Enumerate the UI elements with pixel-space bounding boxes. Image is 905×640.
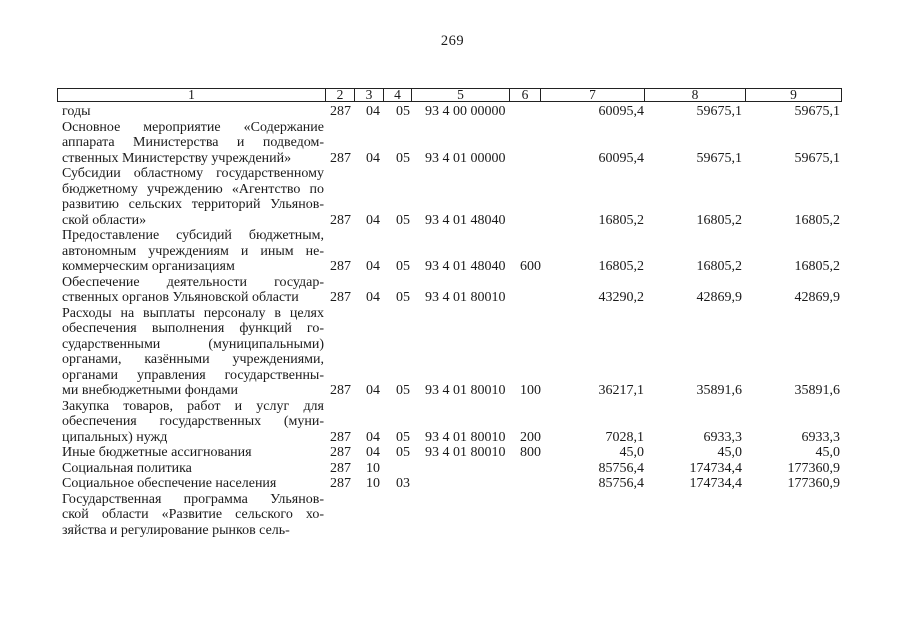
cell-col-8: 45,0 [717, 445, 742, 460]
cell-col-8: 174734,4 [689, 460, 742, 476]
cell-col-3: 04 [366, 212, 380, 228]
row-label-line: годы [62, 104, 91, 119]
row-label-line: Иные бюджетные ассигнования [62, 445, 252, 460]
cell-col-9: 16805,2 [794, 212, 840, 228]
cell-col-8: 6933,3 [703, 429, 742, 445]
cell-col-7: 16805,2 [598, 212, 644, 228]
cell-col-2: 287 [330, 150, 351, 166]
cell-col-4: 05 [396, 445, 410, 460]
cell-col-7: 16805,2 [598, 259, 644, 274]
cell-col-4: 05 [396, 212, 410, 228]
page-number: 269 [440, 33, 465, 49]
cell-col-9: 177360,9 [787, 476, 840, 491]
cell-col-3: 10 [366, 476, 380, 491]
table-row [62, 228, 842, 275]
header-col-1: 1 [58, 89, 326, 101]
cell-col-8: 42869,9 [696, 290, 742, 305]
header-col-9: 9 [790, 89, 797, 101]
cell-col-5: 93 4 01 48040 [425, 259, 506, 274]
row-label-line: Субсидии областному государственному [62, 166, 324, 181]
cell-col-2: 287 [330, 212, 351, 228]
row-label-line: Государственная программа Ульянов- [62, 491, 324, 507]
table-row [62, 476, 842, 492]
table-row [62, 399, 842, 446]
row-label-line: ственных Министерству учреждений» [62, 150, 292, 166]
header-col-8: 8 [645, 89, 746, 101]
table-header [57, 88, 842, 102]
cell-col-4: 05 [396, 290, 410, 305]
row-label-line: автономным учреждениям и иным не- [62, 243, 324, 259]
row-label-line: Основное мероприятие «Содержание [62, 119, 324, 135]
row-label-line: Социальное обеспечение населения [62, 476, 277, 491]
cell-col-8: 35891,6 [696, 383, 742, 398]
cell-col-3: 04 [366, 383, 380, 398]
header-col-4: 4 [384, 89, 412, 101]
cell-col-5: 93 4 01 80010 [425, 429, 506, 445]
table-row [62, 445, 842, 461]
cell-col-2: 287 [330, 445, 351, 460]
cell-col-2: 287 [330, 476, 351, 491]
cell-col-3: 04 [366, 429, 380, 445]
cell-col-9: 177360,9 [787, 460, 840, 476]
row-label-line: ми внебюджетными фондами [62, 383, 238, 398]
cell-col-4: 05 [396, 259, 410, 274]
cell-col-4: 05 [396, 429, 410, 445]
cell-col-2: 287 [330, 290, 351, 305]
cell-col-7: 36217,1 [598, 383, 644, 398]
cell-col-8: 174734,4 [689, 476, 742, 491]
cell-col-6: 100 [520, 383, 541, 398]
cell-col-8: 16805,2 [696, 212, 742, 228]
cell-col-7: 7028,1 [605, 429, 644, 445]
row-label-line: развитию сельских территорий Ульянов- [62, 197, 324, 212]
header-col-2: 2 [326, 89, 355, 101]
header-col-7: 7 [541, 89, 645, 101]
cell-col-9: 35891,6 [794, 383, 840, 398]
cell-col-7: 60095,4 [598, 104, 644, 119]
cell-col-5: 93 4 01 00000 [425, 150, 506, 166]
row-label-line: органами управления государственны- [62, 367, 324, 383]
cell-col-9: 59675,1 [794, 150, 840, 166]
row-label-line: Расходы на выплаты персоналу в целях [62, 305, 324, 321]
table-body [62, 104, 842, 538]
cell-col-4: 05 [396, 150, 410, 166]
row-label-line: зяйства и регулирование рынков сель- [62, 522, 290, 538]
row-label-line: ципальных) нужд [62, 429, 168, 445]
cell-col-2: 287 [330, 460, 351, 476]
cell-col-3: 04 [366, 104, 380, 119]
cell-col-5: 93 4 01 80010 [425, 383, 506, 398]
row-label-line: Социальная политика [62, 460, 192, 476]
header-col-3: 3 [355, 89, 384, 101]
cell-col-5: 93 4 01 48040 [425, 212, 506, 228]
row-label-line: ской области» [62, 212, 147, 228]
cell-col-3: 04 [366, 259, 380, 274]
cell-col-2: 287 [330, 259, 351, 274]
row-label-line: ской области «Развитие сельского хо- [62, 507, 324, 522]
row-label-line: Закупка товаров, работ и услуг для [62, 398, 324, 414]
cell-col-9: 59675,1 [794, 104, 840, 119]
cell-col-2: 287 [330, 104, 351, 119]
cell-col-2: 287 [330, 383, 351, 398]
cell-col-3: 04 [366, 290, 380, 305]
cell-col-5: 93 4 00 00000 [425, 104, 506, 119]
cell-col-8: 59675,1 [696, 104, 742, 119]
row-label-line: Предоставление субсидий бюджетным, [62, 228, 324, 243]
cell-col-9: 42869,9 [794, 290, 840, 305]
cell-col-5: 93 4 01 80010 [425, 290, 506, 305]
cell-col-7: 85756,4 [598, 460, 644, 476]
row-label-line: обеспечения государственных (муни- [62, 414, 324, 429]
row-label-line: аппарата Министерства и подведом- [62, 135, 324, 150]
row-label-line: ственных органов Ульяновской области [62, 290, 299, 305]
cell-col-3: 04 [366, 150, 380, 166]
cell-col-9: 16805,2 [794, 259, 840, 274]
cell-col-7: 85756,4 [598, 476, 644, 491]
cell-col-8: 16805,2 [696, 259, 742, 274]
cell-col-8: 59675,1 [696, 150, 742, 166]
cell-col-4: 03 [396, 476, 410, 491]
table-row [62, 166, 842, 228]
row-label-line: обеспечения выполнения функций го- [62, 321, 324, 336]
cell-col-7: 43290,2 [598, 290, 644, 305]
cell-col-9: 6933,3 [801, 429, 840, 445]
table-row [62, 275, 842, 306]
cell-col-2: 287 [330, 429, 351, 445]
row-label-line: Обеспечение деятельности государ- [62, 274, 324, 290]
cell-col-6: 200 [520, 429, 541, 445]
row-label-line: бюджетному учреждению «Агентство по [62, 181, 324, 197]
table-row [62, 461, 842, 477]
cell-col-7: 45,0 [619, 445, 644, 460]
cell-col-6: 600 [520, 259, 541, 274]
header-col-6: 6 [510, 89, 541, 101]
row-label-line: органами, казёнными учреждениями, [62, 352, 324, 367]
cell-col-3: 04 [366, 445, 380, 460]
cell-col-4: 05 [396, 104, 410, 119]
table-row [62, 306, 842, 399]
cell-col-6: 800 [520, 445, 541, 460]
cell-col-5: 93 4 01 80010 [425, 445, 506, 460]
cell-col-4: 05 [396, 383, 410, 398]
cell-col-7: 60095,4 [598, 150, 644, 166]
row-label-line: коммерческим организациям [62, 259, 235, 274]
cell-col-3: 10 [366, 460, 380, 476]
cell-col-9: 45,0 [815, 445, 840, 460]
table-row [62, 120, 842, 167]
header-col-5: 5 [412, 89, 510, 101]
row-label-line: сударственными (муниципальными) [62, 336, 324, 352]
table-row [62, 492, 842, 539]
table-row [62, 104, 842, 120]
